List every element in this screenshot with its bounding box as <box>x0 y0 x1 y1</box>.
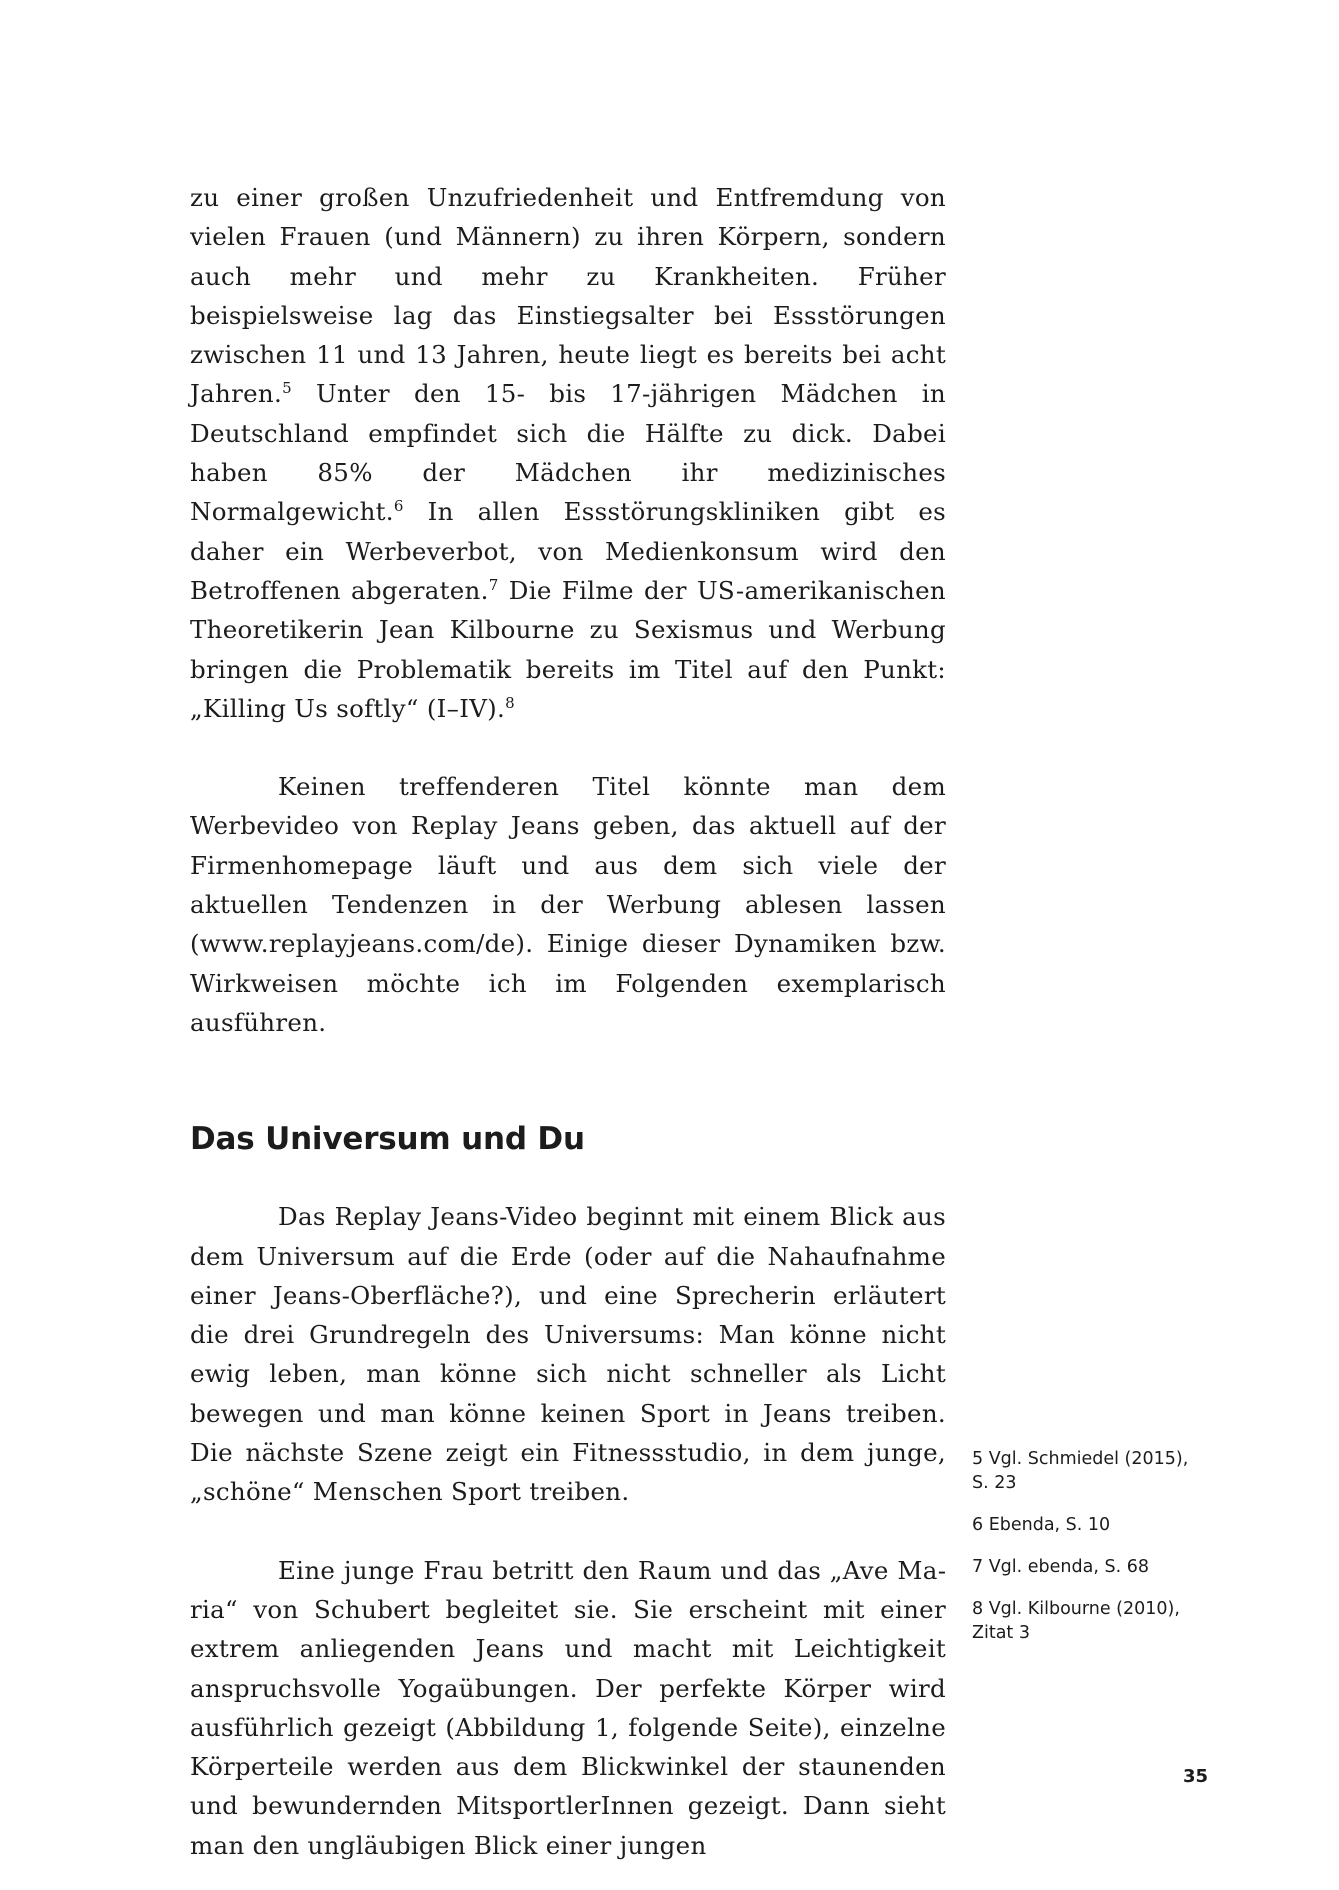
paragraph-1-text-b: Unter den 15- bis 17-jährigen Mädchen in Deutschland empfindet sich die Hälfte zu dick. Dabei haben 85% der Mädchen ihr medizinisches Normalgewicht. <box>190 379 946 527</box>
footnote-5: 5 Vgl. Schmiedel (2015), S. 23 <box>972 1449 1189 1493</box>
page-number: 35 <box>1183 1766 1209 1787</box>
section-heading-wrap <box>190 1119 946 1159</box>
paragraph-2: Keinen treffenderen Titel könnte man dem Werbevideo von Replay Jeans geben, das aktuell auf der Firmenhomepage läuft und aus dem sich viele der aktuellen Tendenzen in der Werbung ablesen lassen (www.replayjeans.com/de). Einige dieser Dynamiken bzw. Wirkweisen möchte ich im Folgenden exemplarisch ausführen. <box>190 772 946 1037</box>
paragraph-4: Eine junge Frau betritt den Raum und das „Ave Maria“ von Schubert begleitet sie. Sie erscheint mit einer extrem anliegenden Jeans und macht mit Leichtigkeit anspruchsvolle Yogaübungen. Der perfekte Körper wird ausführlich gezeigt (Abbildung 1, folgende Seite), einzelne Körperteile werden aus dem Blickwinkel der staunenden und bewundernden MitsportlerInnen gezeigt. Dann sieht man den ungläubigen Blick einer jungen <box>190 1555 946 1860</box>
footnote-6: 6 Ebenda, S. 10 <box>972 1515 1111 1535</box>
footnote-ref-5: 5 <box>282 379 292 398</box>
footnote-8: 8 Vgl. Kilbourne (2010), Zitat 3 <box>972 1599 1180 1643</box>
footnote-ref-7: 7 <box>488 575 499 594</box>
paragraph-3: Das Replay Jeans-Video beginnt mit einem Blick aus dem Universum auf die Erde (oder auf die Nahaufnahme einer Jeans-Oberfläche?), und eine Sprecherin erläutert die drei Grundregeln des Universums: Man könne nicht ewig leben, man könne sich nicht schneller als Licht bewegen und man könne keinen Sport in Jeans treiben. Die nächste Szene zeigt ein Fitnessstudio, in dem junge, „schöne“ Menschen Sport treiben. <box>190 1202 946 1507</box>
footnote-ref-8: 8 <box>505 693 515 712</box>
footnote-ref-6: 6 <box>393 497 404 516</box>
footnotes-column <box>972 1447 1200 1663</box>
paragraph-1-text-a: zu einer großen Unzufriedenheit und Entfremdung von vielen Frauen (und Männern) zu ihren Körpern, sondern auch mehr und mehr zu Krankheiten. Früher beispielsweise lag das Einstiegsalter bei Essstörungen zwischen 11 und 13 Jahren, heute liegt es bereits bei acht Jahren. <box>190 183 946 409</box>
paragraph-1 <box>190 178 946 728</box>
section-heading: Das Universum und Du <box>190 1121 585 1158</box>
main-text-column <box>190 178 946 1865</box>
footnote-7: 7 Vgl. ebenda, S. 68 <box>972 1557 1149 1577</box>
paragraph-1-text-d: Die Filme der US-amerikanischen Theoretikerin Jean Kilbourne zu Sexismus und Werbung bringen die Problematik bereits im Titel auf den Punkt: „Killing Us softly“ (I–IV). <box>190 575 946 723</box>
paragraph-1-text-c: In allen Essstörungskliniken gibt es daher ein Werbeverbot, von Medienkonsum wird den Betroffenen abgeraten. <box>190 497 946 605</box>
